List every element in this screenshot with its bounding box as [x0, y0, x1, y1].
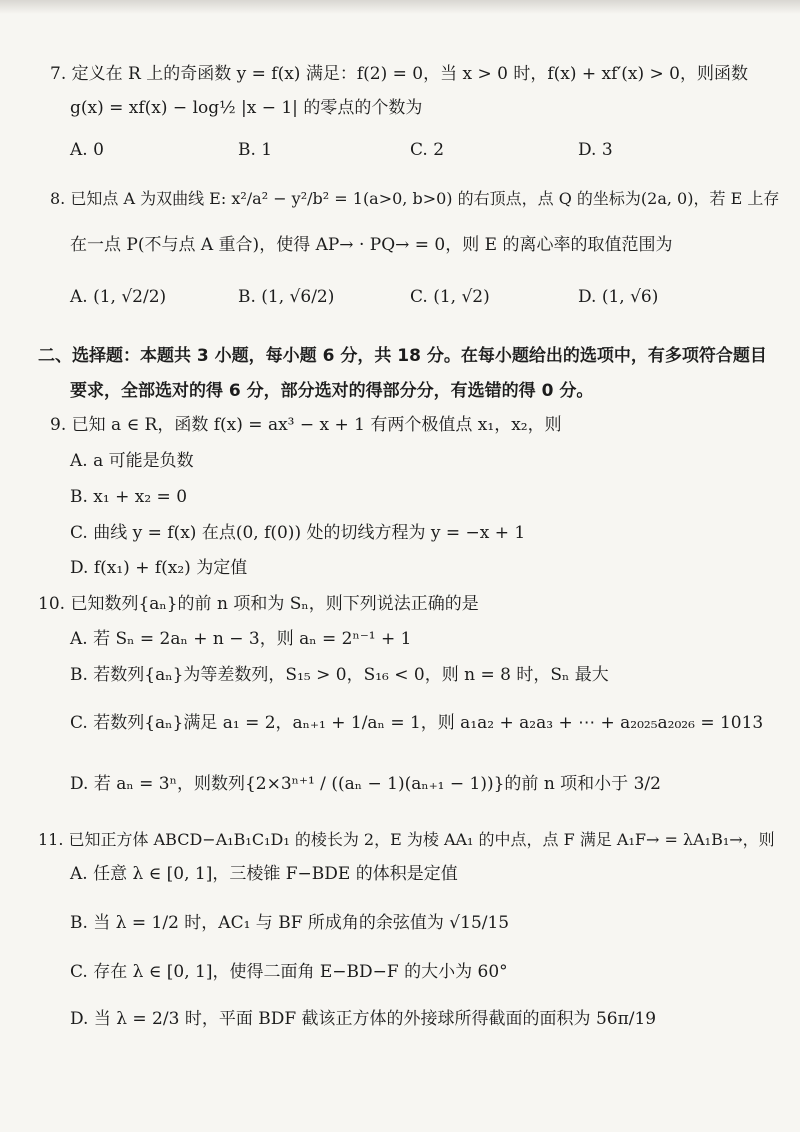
q7-stem-line1: 7. 定义在 R 上的奇函数 y = f(x) 满足：f(2) = 0，当 x > 0 时，f(x) + xf′(x) > 0，则函数 — [50, 64, 748, 84]
q7-option-b: B. 1 — [238, 140, 273, 160]
q10-option-a: A. 若 Sₙ = 2aₙ + n − 3，则 aₙ = 2ⁿ⁻¹ + 1 — [70, 629, 412, 649]
q8-option-d: D. (1, √6) — [578, 287, 659, 307]
q11-option-a: A. 任意 λ ∈ [0, 1]，三棱锥 F−BDE 的体积是定值 — [70, 864, 458, 884]
q8-stem-line1: 8. 已知点 A 为双曲线 E: x²/a² − y²/b² = 1(a>0, b>0) 的右顶点，点 Q 的坐标为(2a, 0)，若 E 上存 — [50, 189, 780, 208]
q9-option-d: D. f(x₁) + f(x₂) 为定值 — [70, 558, 248, 578]
q8-option-c: C. (1, √2) — [410, 287, 490, 307]
q7-option-c: C. 2 — [410, 140, 445, 160]
q7-option-d: D. 3 — [578, 140, 613, 160]
q11-stem: 11. 已知正方体 ABCD−A₁B₁C₁D₁ 的棱长为 2，E 为棱 AA₁ 的中点，点 F 满足 A₁F→ = λA₁B₁→，则 — [38, 830, 775, 849]
section2-instructions-line1: 二、选择题：本题共 3 小题，每小题 6 分，共 18 分。在每小题给出的选项中，有多项符合题目 — [38, 346, 767, 366]
q10-stem: 10. 已知数列{aₙ}的前 n 项和为 Sₙ，则下列说法正确的是 — [38, 594, 479, 614]
q11-option-d: D. 当 λ = 2/3 时，平面 BDF 截该正方体的外接球所得截面的面积为 56π/19 — [70, 1009, 657, 1029]
q10-option-c: C. 若数列{aₙ}满足 a₁ = 2，aₙ₊₁ + 1/aₙ = 1，则 a₁a₂ + a₂a₃ + ⋯ + a₂₀₂₅a₂₀₂₆ = 1013 — [70, 713, 764, 733]
q9-stem: 9. 已知 a ∈ R，函数 f(x) = ax³ − x + 1 有两个极值点 x₁，x₂，则 — [50, 415, 562, 435]
q10-option-b: B. 若数列{aₙ}为等差数列，S₁₅ > 0，S₁₆ < 0，则 n = 8 时，Sₙ 最大 — [70, 665, 609, 685]
section2-instructions-line2: 要求，全部选对的得 6 分，部分选对的得部分分，有选错的得 0 分。 — [70, 381, 594, 401]
q8-option-b: B. (1, √6/2) — [238, 287, 335, 307]
q9-option-a: A. a 可能是负数 — [70, 451, 194, 471]
q8-option-a: A. (1, √2/2) — [70, 287, 167, 307]
q7-stem-line2: g(x) = xf(x) − log½ |x − 1| 的零点的个数为 — [70, 98, 423, 118]
q10-option-d: D. 若 aₙ = 3ⁿ，则数列{2×3ⁿ⁺¹ / ((aₙ − 1)(aₙ₊₁ − 1))}的前 n 项和小于 3/2 — [70, 774, 661, 794]
q11-option-c: C. 存在 λ ∈ [0, 1]，使得二面角 E−BD−F 的大小为 60° — [70, 962, 508, 982]
q9-option-c: C. 曲线 y = f(x) 在点(0, f(0)) 处的切线方程为 y = −x + 1 — [70, 523, 526, 543]
q9-option-b: B. x₁ + x₂ = 0 — [70, 487, 188, 507]
q11-option-b: B. 当 λ = 1/2 时，AC₁ 与 BF 所成角的余弦值为 √15/15 — [70, 913, 510, 933]
q8-stem-line2: 在一点 P(不与点 A 重合)，使得 AP→ · PQ→ = 0，则 E 的离心率的取值范围为 — [70, 235, 673, 255]
q7-option-a: A. 0 — [70, 140, 104, 160]
